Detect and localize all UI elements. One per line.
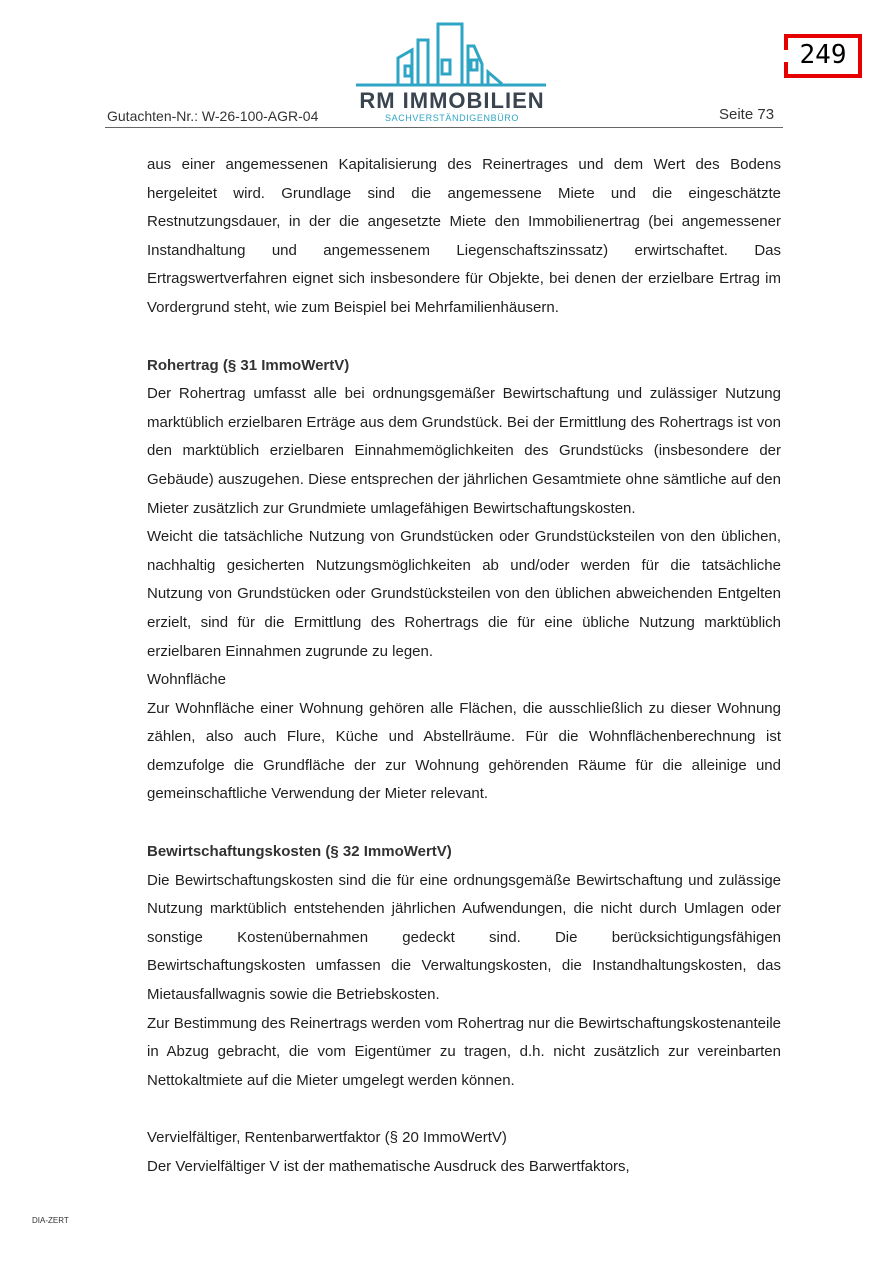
wohnflaeche-paragraph: Zur Wohnfläche einer Wohnung gehören alle Flächen, die ausschließlich zu dieser Wohnung zählen, also auch Flure, Küche und Abstellräume. Für die Wohnflächenberechnung ist demzufolge die Grundfläche der zur Wohnung gehörenden Räume für die alleinige und gemeinschaftliche Verwendung der Mieter relevant. bbox=[147, 699, 781, 803]
logo-title: RM IMMOBILIEN bbox=[359, 88, 545, 113]
vervielfaeltiger-paragraph: Der Vervielfältiger V ist der mathematische Ausdruck des Barwertfaktors, bbox=[147, 1158, 630, 1175]
buildings-logo-icon bbox=[354, 22, 550, 92]
company-logo bbox=[354, 22, 550, 128]
logo-subtitle: SACHVERSTÄNDIGENBÜRO bbox=[384, 113, 520, 123]
page-number-badge-text: 249 bbox=[799, 40, 847, 70]
section-spacer bbox=[147, 323, 781, 352]
document-body bbox=[147, 151, 781, 1182]
section-heading-bewirtschaftungskosten: Bewirtschaftungskosten (§ 32 ImmoWertV) bbox=[147, 843, 452, 861]
page-number-badge bbox=[784, 34, 862, 78]
intro-paragraph: aus einer angemessenen Kapitalisierung des Reinertrages und dem Wert des Bodens hergeleitet wird. Grundlage sind die angemessene Miete und die eingeschätzte Restnutzungsdauer, in der die angesetzte Miete den Immobilienertrag (bei angemessener Instandhaltung und angemessenem Liegenschaftszinssatz) erwirtschaftet. Das Ertragswertverfahren eignet sich insbesondere für Objekte, bei denen der erzielbare Ertrag im Vordergrund steht, wie zum Beispiel bei Mehrfamilienhäusern. bbox=[147, 156, 781, 316]
section-heading-rohertrag: Rohertrag (§ 31 ImmoWertV) bbox=[147, 356, 350, 374]
rohertrag-paragraph-2: Weicht die tatsächliche Nutzung von Grundstücken oder Grundstücksteilen von den üblichen, nachhaltig gesicherten Nutzungsmöglichkeiten ab und/oder werden für die tatsächliche Nutzung von Grundstücken oder Grundstücksteilen von den üblichen abweichenden Entgelten erzielt, sind für die Ermittlung des Rohertrags die für eine übliche Nutzung marktüblich erzielbaren Einnahmen zugrunde zu legen. bbox=[147, 528, 781, 660]
section-spacer bbox=[147, 1095, 781, 1124]
report-number: Gutachten-Nr.: W-26-100-AGR-04 bbox=[107, 108, 319, 124]
bewirtschaftung-paragraph-1: Die Bewirtschaftungskosten sind die für eine ordnungsgemäße Bewirtschaftung und zulässige Nutzung marktüblich entstehenden jährlichen Aufwendungen, die nicht durch Umlagen oder sonstige Kostenübernahmen gedeckt sind. Die berücksichtigungsfähigen Bewirtschaftungskosten umfassen die Verwaltungskosten, die Instandhaltungskosten, das Mietausfallwagnis sowie die Betriebskosten. bbox=[147, 871, 781, 1004]
subheading-wohnflaeche: Wohnfläche bbox=[147, 671, 226, 689]
page-label: Seite 73 bbox=[719, 106, 775, 123]
footer-label: DIA-ZERT bbox=[32, 1216, 69, 1225]
bewirtschaftung-paragraph-2: Zur Bestimmung des Reinertrags werden vom Rohertrag nur die Bewirtschaftungskostenanteile in Abzug gebracht, die vom Eigentümer zu tragen, d.h. nicht zusätzlich zur vereinbarten Nettokaltmiete auf die Mieter umgelegt werden können. bbox=[147, 1014, 781, 1089]
section-heading-vervielfaeltiger: Vervielfältiger, Rentenbarwertfaktor (§ 20 ImmoWertV) bbox=[147, 1129, 507, 1147]
header-divider bbox=[105, 127, 783, 128]
rohertrag-paragraph-1: Der Rohertrag umfasst alle bei ordnungsgemäßer Bewirtschaftung und zulässiger Nutzung marktüblich erzielbaren Erträge aus dem Grundstück. Bei der Ermittlung des Rohertrags ist von den marktüblich erzielbaren Einnahmemöglichkeiten des Grundstücks (insbesondere der Gebäude) auszugehen. Diese entsprechen der jährlichen Gesamtmiete ohne sämtliche auf den Mieter zusätzlich zur Grundmiete umlagefähigen Bewirtschaftungskosten. bbox=[147, 385, 781, 517]
section-spacer bbox=[147, 809, 781, 838]
